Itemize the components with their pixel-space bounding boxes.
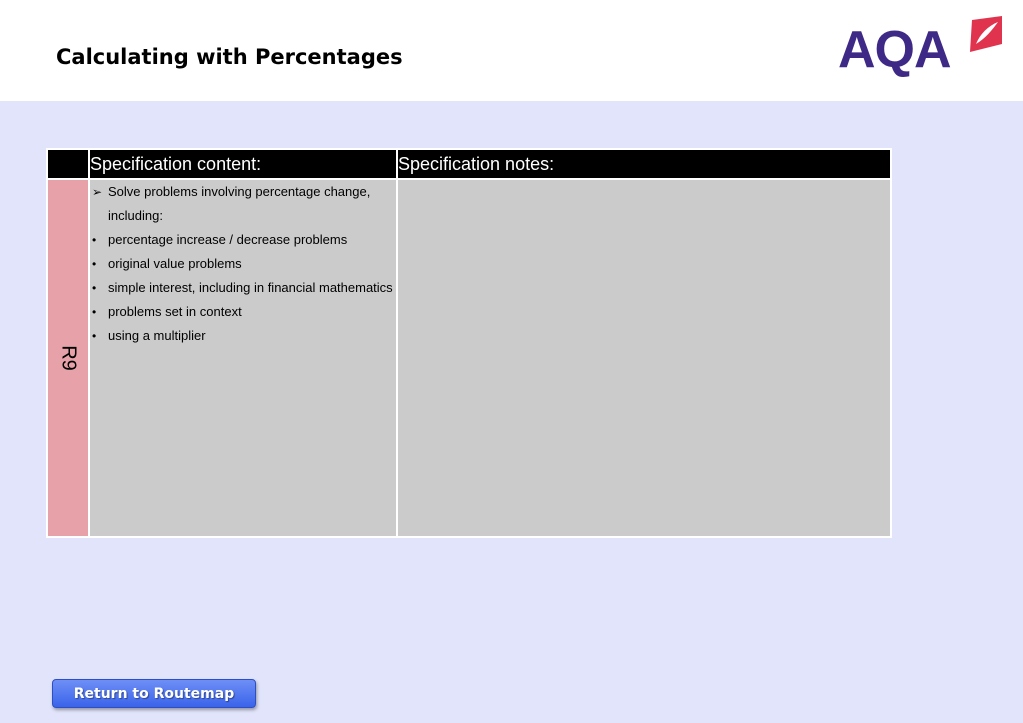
arrow-bullet-icon: ➢: [92, 185, 103, 199]
header-cell-notes: Specification notes:: [397, 149, 891, 179]
spec-code: R9: [57, 345, 80, 371]
list-item: [90, 276, 396, 300]
header: [0, 0, 1023, 101]
bullet-icon: •: [92, 233, 97, 247]
bullet-icon: •: [92, 281, 97, 295]
code-cell: [47, 179, 89, 537]
content-cell: [89, 179, 397, 537]
list-item: [90, 180, 396, 228]
list-item: [90, 228, 396, 252]
list-item-text: simple interest, including in financial mathematics: [108, 280, 393, 295]
list-item: [90, 252, 396, 276]
bullet-icon: •: [92, 257, 97, 271]
aqa-logo: [838, 14, 1008, 79]
aqa-logo-text: AQA: [838, 21, 951, 79]
list-item-text: Solve problems involving percentage change, including:: [108, 184, 371, 223]
list-item-text: using a multiplier: [108, 328, 206, 343]
bullet-icon: •: [92, 329, 97, 343]
table-row: [47, 179, 891, 537]
content-list: [90, 180, 396, 348]
list-item: [90, 300, 396, 324]
page-title: Calculating with Percentages: [56, 45, 403, 69]
return-to-routemap-button[interactable]: Return to Routemap: [52, 679, 256, 708]
list-item: [90, 324, 396, 348]
aqa-logo-icon: [966, 14, 1004, 56]
list-item-text: problems set in context: [108, 304, 242, 319]
header-cell-content: Specification content:: [89, 149, 397, 179]
list-item-text: percentage increase / decrease problems: [108, 232, 348, 247]
bullet-icon: •: [92, 305, 97, 319]
list-item-text: original value problems: [108, 256, 242, 271]
header-cell-blank: [47, 149, 89, 179]
notes-cell: [397, 179, 891, 537]
table-header-row: [47, 149, 891, 179]
specification-table: [46, 148, 892, 538]
